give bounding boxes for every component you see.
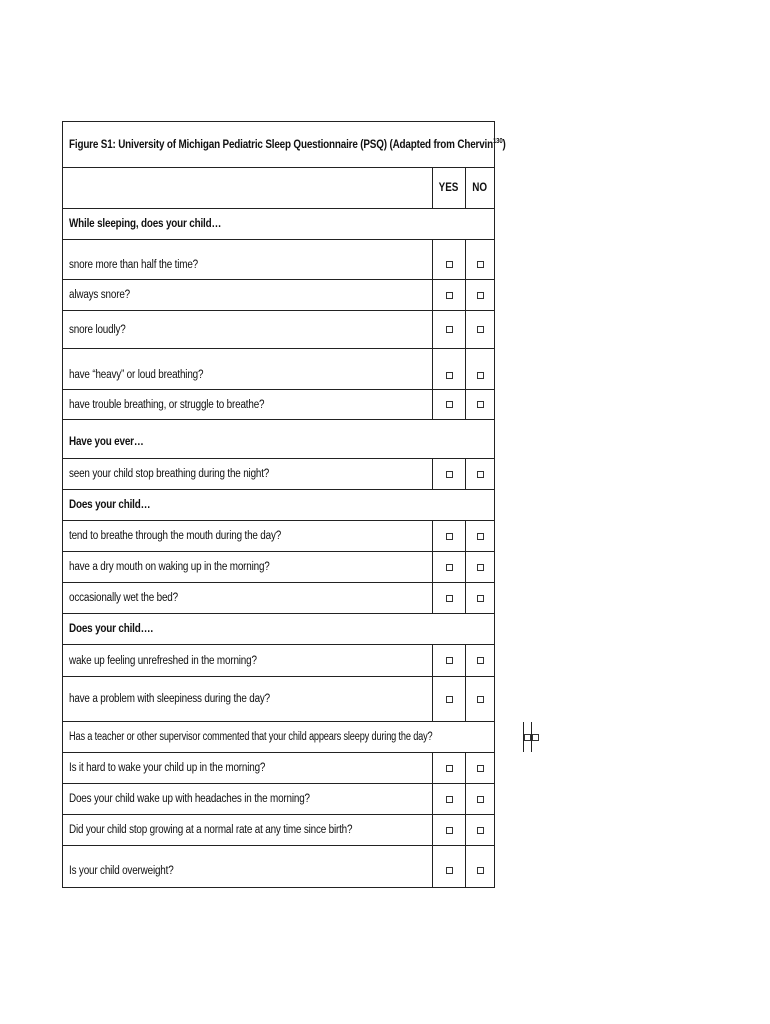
- yes-checkbox[interactable]: [446, 796, 453, 803]
- no-checkbox[interactable]: [477, 696, 484, 703]
- yes-checkbox[interactable]: [446, 564, 453, 571]
- question-text: always snore?: [69, 289, 130, 301]
- question-text: Is your child overweight?: [69, 864, 174, 877]
- title-text: Figure S1: University of Michigan Pediatric Sleep Questionnaire (PSQ) (Adapted from Chervin: [69, 138, 493, 151]
- question-text: snore loudly?: [69, 323, 126, 336]
- yes-checkbox[interactable]: [524, 734, 531, 741]
- no-checkbox[interactable]: [477, 867, 484, 874]
- no-checkbox[interactable]: [532, 734, 539, 741]
- question-row: [63, 783, 494, 814]
- question-row: [63, 676, 494, 721]
- section-heading-row: [63, 613, 494, 644]
- no-checkbox[interactable]: [477, 326, 484, 333]
- title-close: ): [502, 138, 506, 151]
- yes-checkbox[interactable]: [446, 261, 453, 268]
- question-text: have “heavy” or loud breathing?: [69, 369, 204, 381]
- question-row: [63, 644, 494, 676]
- no-checkbox[interactable]: [477, 765, 484, 772]
- question-row: [63, 389, 494, 419]
- yes-checkbox[interactable]: [446, 401, 453, 408]
- yes-checkbox[interactable]: [446, 372, 453, 379]
- section-heading: Have you ever…: [69, 436, 144, 448]
- question-row: [63, 752, 494, 783]
- questionnaire-table: [62, 121, 506, 888]
- no-checkbox[interactable]: [477, 533, 484, 540]
- question-row: [63, 814, 494, 845]
- question-row: [63, 520, 494, 551]
- section-heading-row: [63, 489, 494, 520]
- yes-checkbox[interactable]: [446, 657, 453, 664]
- section-heading-row: [63, 419, 494, 458]
- question-text: have a dry mouth on waking up in the morning?: [69, 561, 270, 573]
- question-text: Has a teacher or other supervisor commented that your child appears sleepy during the day?: [69, 731, 433, 743]
- no-checkbox[interactable]: [477, 796, 484, 803]
- yes-checkbox[interactable]: [446, 533, 453, 540]
- yes-checkbox[interactable]: [446, 292, 453, 299]
- yes-checkbox[interactable]: [446, 595, 453, 602]
- section-heading: Does your child…: [69, 499, 151, 511]
- question-text: snore more than half the time?: [69, 258, 198, 271]
- no-checkbox[interactable]: [477, 564, 484, 571]
- title-cell: [63, 122, 577, 167]
- question-text: wake up feeling unrefreshed in the morning?: [69, 654, 257, 667]
- title-citation: 130: [492, 138, 503, 146]
- no-checkbox[interactable]: [477, 372, 484, 379]
- section-heading: While sleeping, does your child…: [69, 218, 222, 230]
- no-column-header: NO: [465, 168, 494, 208]
- question-row: [63, 582, 494, 613]
- yes-checkbox[interactable]: [446, 827, 453, 834]
- question-text: seen your child stop breathing during the night?: [69, 468, 270, 480]
- yes-checkbox[interactable]: [446, 471, 453, 478]
- yes-checkbox[interactable]: [446, 765, 453, 772]
- no-checkbox[interactable]: [477, 401, 484, 408]
- no-checkbox[interactable]: [477, 657, 484, 664]
- question-text: Does your child wake up with headaches in the morning?: [69, 793, 310, 805]
- question-text: Did your child stop growing at a normal rate at any time since birth?: [69, 824, 353, 836]
- question-row: [63, 279, 494, 310]
- no-checkbox[interactable]: [477, 292, 484, 299]
- column-header-row: [63, 167, 494, 208]
- question-text: occasionally wet the bed?: [69, 592, 178, 604]
- question-text: tend to breathe through the mouth during the day?: [69, 530, 282, 542]
- question-text: have trouble breathing, or struggle to breathe?: [69, 398, 265, 411]
- title-row: [63, 122, 506, 167]
- question-text: Is it hard to wake your child up in the morning?: [69, 762, 266, 774]
- question-row: [63, 551, 494, 582]
- yes-checkbox[interactable]: [446, 696, 453, 703]
- yes-checkbox[interactable]: [446, 867, 453, 874]
- question-row: [63, 348, 494, 389]
- question-row: [63, 845, 494, 887]
- table-title: [69, 138, 506, 151]
- no-checkbox[interactable]: [477, 827, 484, 834]
- question-row: [63, 310, 494, 348]
- section-heading-row: [63, 208, 494, 239]
- question-text: have a problem with sleepiness during the day?: [69, 693, 271, 705]
- yes-checkbox[interactable]: [446, 326, 453, 333]
- yes-column-header: YES: [432, 168, 465, 208]
- no-checkbox[interactable]: [477, 595, 484, 602]
- no-checkbox[interactable]: [477, 471, 484, 478]
- no-checkbox[interactable]: [477, 261, 484, 268]
- question-row: [63, 721, 494, 752]
- question-row: [63, 458, 494, 489]
- section-heading: Does your child….: [69, 623, 153, 635]
- question-row: [63, 239, 494, 279]
